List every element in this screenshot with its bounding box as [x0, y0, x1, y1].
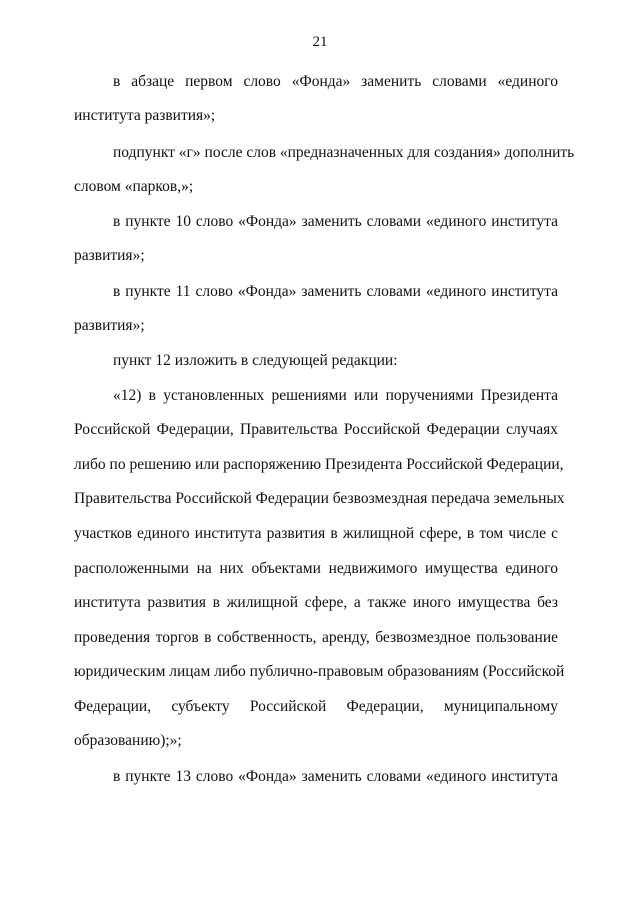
text-line: в пункте 10 слово «Фонда» заменить словами «единого института — [113, 213, 558, 230]
text-line: в абзаце первом слово «Фонда» заменить словами «единого — [113, 73, 558, 90]
text-line: подпункт «г» после слов «предназначенных для создания» дополнить — [113, 144, 575, 161]
text-line: либо по решению или распоряжению Президента Российской Федерации, — [74, 456, 564, 473]
text-line: Федерации, субъекту Российской Федерации, муниципальному — [74, 698, 558, 715]
page-number: 21 — [312, 34, 328, 50]
text-line: расположенными на них объектами недвижимого имущества единого — [74, 560, 558, 577]
text-line: «12) в установленных решениями или поручениями Президента — [113, 387, 558, 404]
text-line: участков единого института развития в жилищной сфере, в том числе с — [74, 525, 558, 542]
text-line: развития»; — [74, 247, 145, 264]
text-line: развития»; — [74, 317, 145, 334]
text-line: института развития»; — [74, 107, 216, 124]
text-line: пункт 12 изложить в следующей редакции: — [113, 352, 398, 369]
text-line: Российской Федерации, Правительства Российской Федерации случаях — [74, 421, 558, 438]
text-line: юридическим лицам либо публично-правовым образованиям (Российской — [74, 663, 565, 680]
text-line: института развития в жилищной сфере, а также иного имущества без — [74, 594, 558, 611]
text-line: словом «парков,»; — [74, 178, 194, 195]
text-line: проведения торгов в собственность, аренду, безвозмездное пользование — [74, 629, 558, 646]
text-line: Правительства Российской Федерации безвозмездная передача земельных — [74, 490, 565, 507]
text-line: образованию);»; — [74, 732, 182, 749]
text-line: в пункте 13 слово «Фонда» заменить словами «единого института — [113, 768, 558, 785]
text-line: в пункте 11 слово «Фонда» заменить словами «единого института — [113, 283, 558, 300]
